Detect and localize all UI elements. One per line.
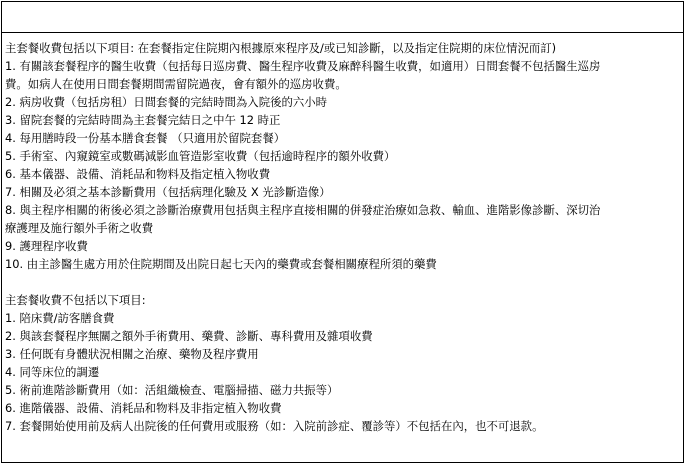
included-line-1-cont: 費。如病人在使用日間套餐期間需留院過夜，會有額外的巡房收費。 — [5, 77, 347, 91]
excluded-line-7: 7. 套餐開始使用前及病人出院後的任何費用或服務（如：入院前診症、覆診等）不包括在內，也不可退款。 — [5, 419, 544, 433]
included-line-7: 7. 相關及必須之基本診斷費用（包括病理化驗及 X 光診斷造像） — [5, 185, 331, 199]
included-line-2: 2. 病房收費（包括房租）日間套餐的完結時間為入院後的六小時 — [5, 95, 328, 109]
excluded-heading: 主套餐收費不包括以下項目: — [5, 293, 146, 307]
excluded-line-3: 3. 任何既有身體狀況相關之治療、藥物及程序費用 — [5, 347, 259, 361]
included-line-5: 5. 手術室、內窺鏡室或數碼減影血管造影室收費（包括逾時程序的額外收費） — [5, 149, 396, 163]
excluded-line-4: 4. 同等床位的調遷 — [5, 365, 100, 379]
included-line-1: 1. 有關該套餐程序的醫生收費（包括每日巡房費、醫生程序收費及麻醉科醫生收費，如適用）日間套餐不包括醫生巡房 — [5, 59, 601, 73]
included-line-9: 9. 護理程序收費 — [5, 239, 88, 253]
excluded-line-1: 1. 陪床費/訪客膳食費 — [5, 311, 115, 325]
included-line-10: 10. 由主診醫生處方用於住院期間及出院日起七天內的藥費或套餐相關療程所須的藥費 — [5, 257, 437, 271]
excluded-line-6: 6. 進階儀器、設備、消耗品和物料及非指定植入物收費 — [5, 401, 282, 415]
included-line-8-cont: 療護理及施行額外手術之收費 — [5, 221, 154, 235]
package-terms-cell — [5, 39, 681, 435]
included-line-3: 3. 留院套餐的完結時間為主套餐完結日之中午 12 時正 — [5, 113, 281, 127]
included-heading: 主套餐收費包括以下項目: 在套餐指定住院期內根據原來程序及/或已知診斷，以及指定住院期的床位情況而訂) — [5, 41, 557, 55]
table-header-row — [2, 2, 683, 33]
included-line-6: 6. 基本儀器、設備、消耗品和物料及指定植入物收費 — [5, 167, 271, 181]
excluded-line-2: 2. 與該套餐程序無關之額外手術費用、藥費、診斷、專科費用及雜項收費 — [5, 329, 373, 343]
table-frame — [1, 1, 684, 463]
included-line-4: 4. 每用膳時段一份基本膳食套餐 （只適用於留院套餐） — [5, 131, 286, 145]
section-gap — [5, 273, 681, 291]
included-line-8: 8. 與主程序相關的術後必須之診斷治療費用包括與主程序直接相關的併發症治療如急救、輸血、進階影像診斷、深切治 — [5, 203, 601, 217]
excluded-line-5: 5. 術前進階診斷費用（如：活組織檢查、電腦掃描、磁力共振等） — [5, 383, 339, 397]
